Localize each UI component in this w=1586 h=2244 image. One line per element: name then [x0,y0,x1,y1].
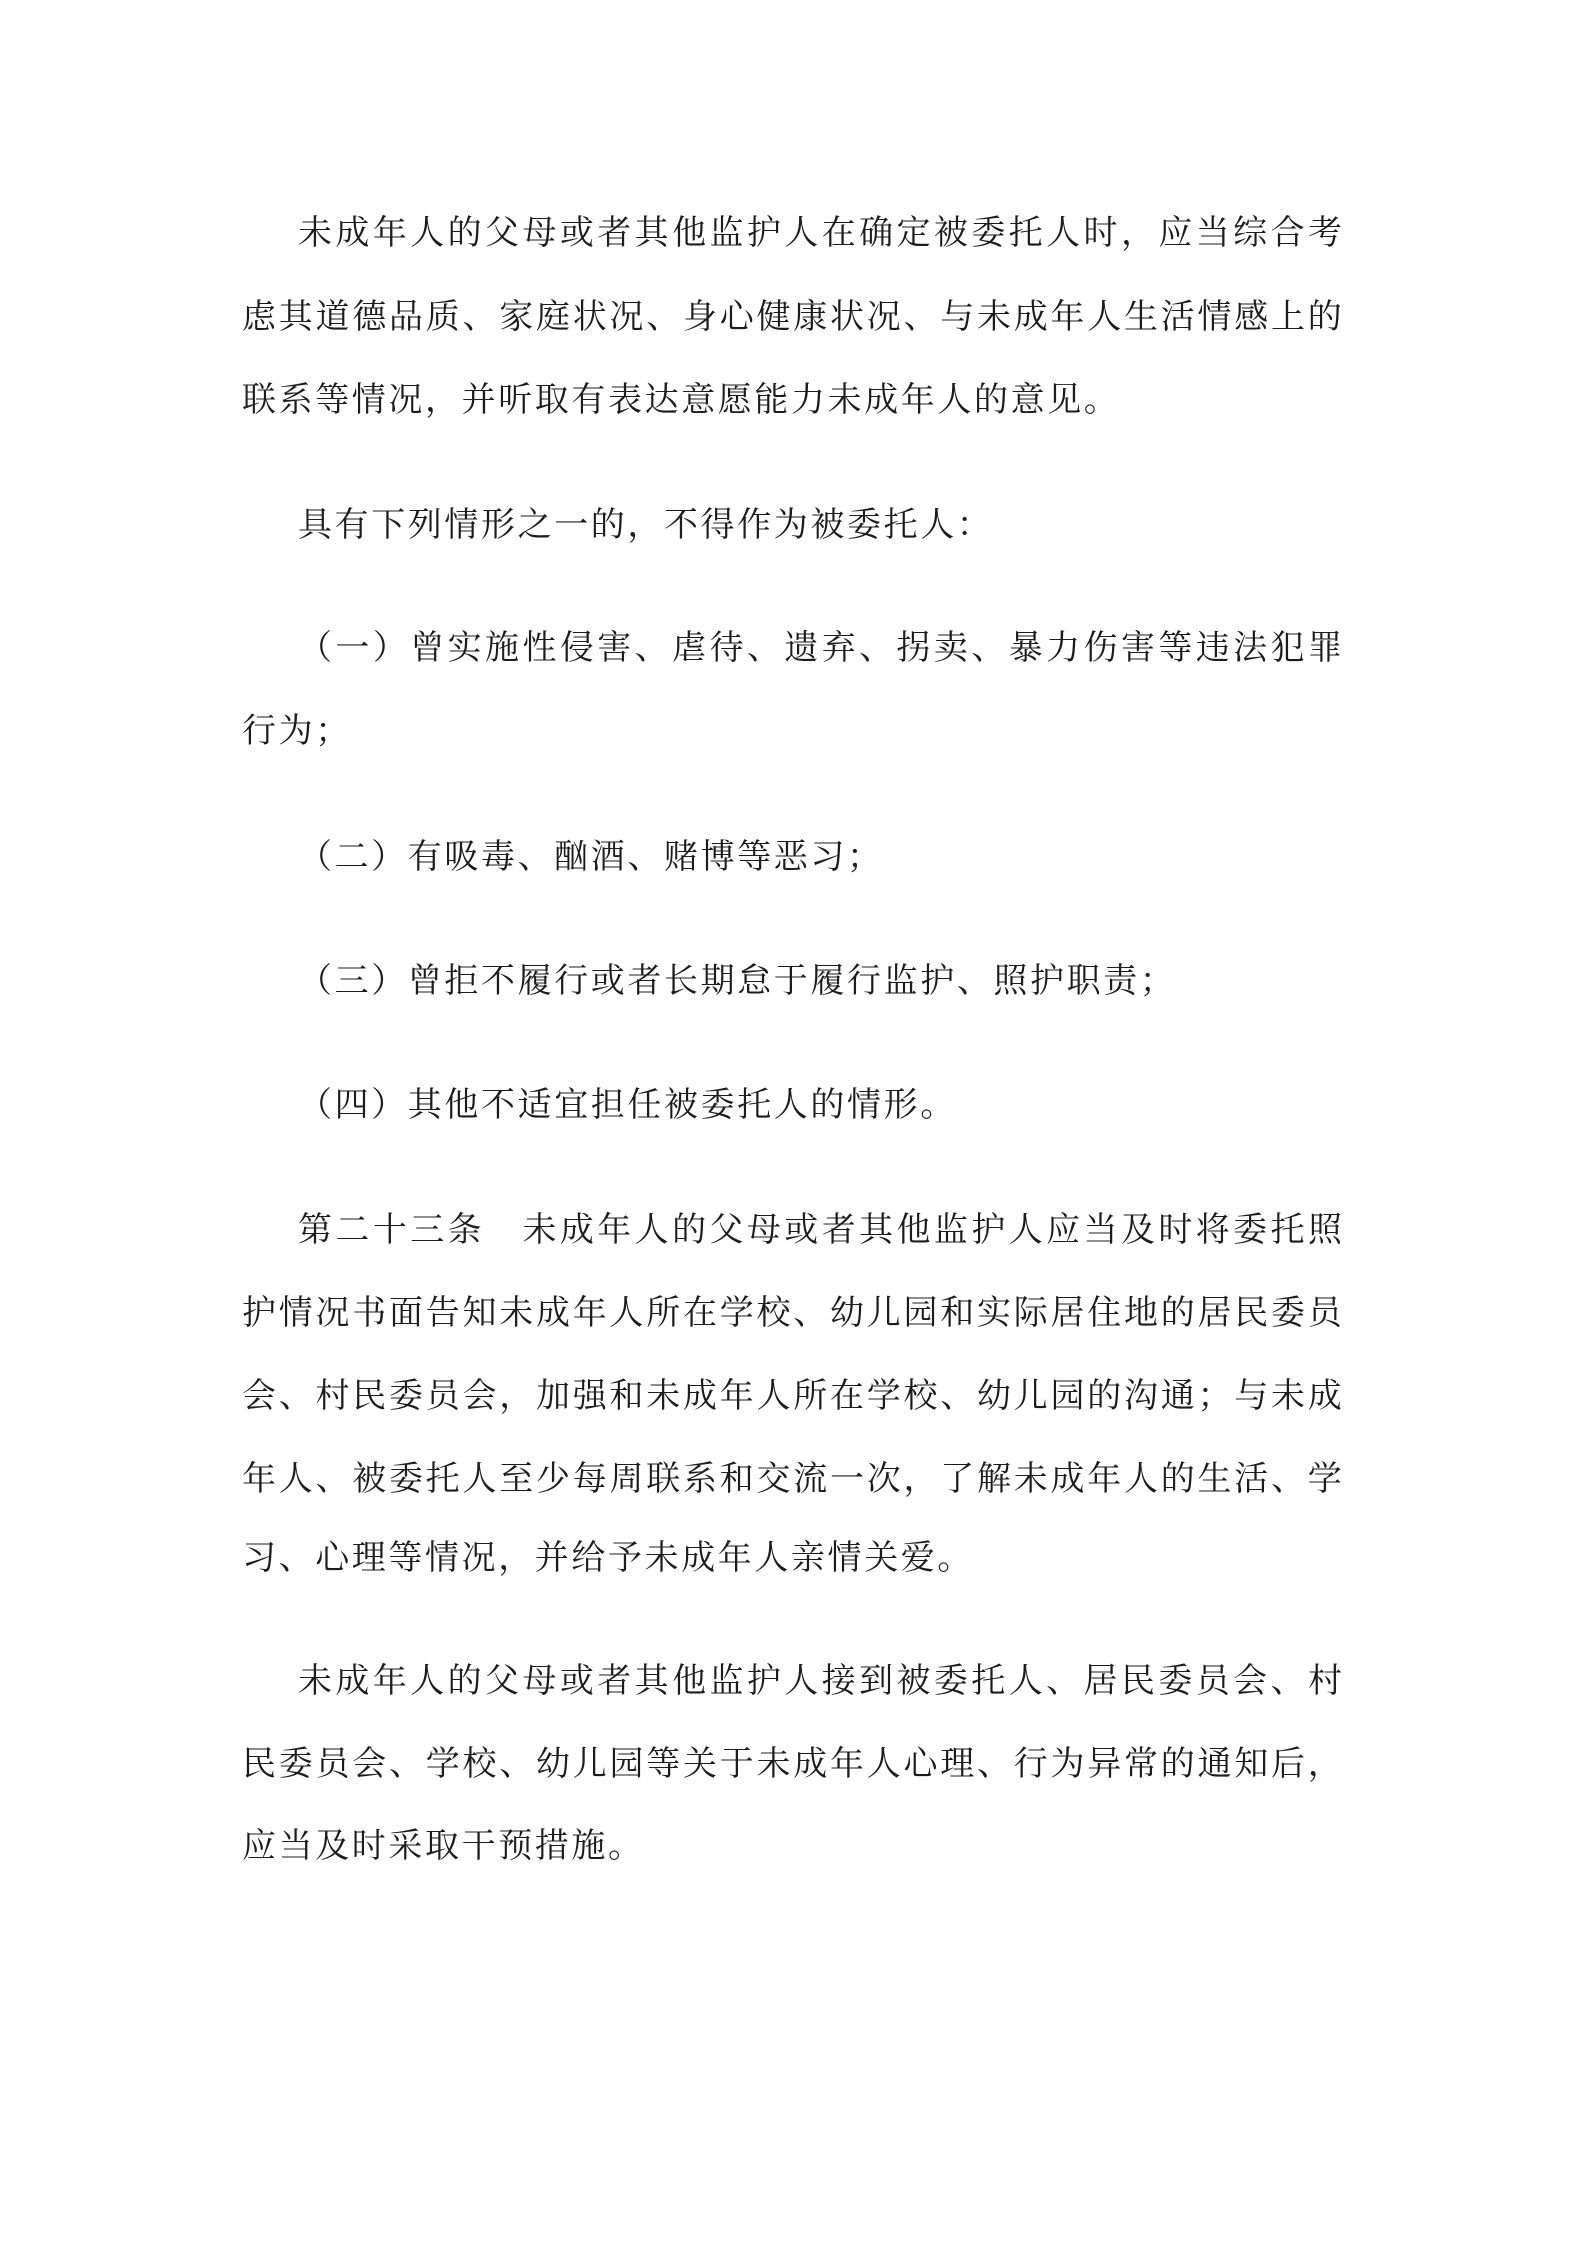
paragraph-line: （三）曾拒不履行或者长期怠于履行监护、照护职责； [298,961,1177,1001]
paragraph-line: 护 情 况 书 面 告 知 未 成 年 人 所 在 学 校 、 幼 儿 园 和 实 际 居 住 地 的 居 民 委 员 [242,1293,1342,1333]
paragraph-line: 应当及时采取干预措施。 [242,1826,645,1866]
paragraph-line: 行为； [242,711,352,751]
paragraph-line: 具有下列情形之一的，不得作为被委托人： [298,505,994,545]
paragraph-line: 会 、 村 民 委 员 会 ， 加 强 和 未 成 年 人 所 在 学 校 、 幼 儿 园 的 沟 通 ； 与 未 成 [242,1376,1342,1416]
paragraph-line: 未 成 年 人 的 父 母 或 者 其 他 监 护 人 接 到 被 委 托 人 、 居 民 委 员 会 、 村 [298,1661,1342,1701]
paragraph-line: 民 委 员 会 、 学 校 、 幼 儿 园 等 关 于 未 成 年 人 心 理 、 行 为 异 常 的 通 知 后 ， [242,1744,1342,1784]
paragraph-line: 联系等情况，并听取有表达意愿能力未成年人的意见。 [242,380,1121,420]
paragraph-line: 虑 其 道 德 品 质 、 家 庭 状 况 、 身 心 健 康 状 况 、 与 未 成 年 人 生 活 情 感 上 的 [242,297,1342,337]
paragraph-line: 第 二 十 三 条 未 成 年 人 的 父 母 或 者 其 他 监 护 人 应 当 及 时 将 委 托 照 [298,1210,1342,1250]
paragraph-line: 年 人 、 被 委 托 人 至 少 每 周 联 系 和 交 流 一 次 ， 了 解 未 成 年 人 的 生 活 、 学 [242,1459,1342,1499]
paragraph-line: 未 成 年 人 的 父 母 或 者 其 他 监 护 人 在 确 定 被 委 托 人 时 ， 应 当 综 合 考 [298,213,1342,253]
paragraph-line: （二）有吸毒、酗酒、赌博等恶习； [298,837,884,877]
paragraph-line: 习、心理等情况，并给予未成年人亲情关爱。 [242,1538,974,1578]
paragraph-line: （四）其他不适宜担任被委托人的情形。 [298,1085,957,1125]
paragraph-line: （ 一 ） 曾 实 施 性 侵 害 、 虐 待 、 遗 弃 、 拐 卖 、 暴 力 伤 害 等 违 法 犯 罪 [298,628,1342,668]
